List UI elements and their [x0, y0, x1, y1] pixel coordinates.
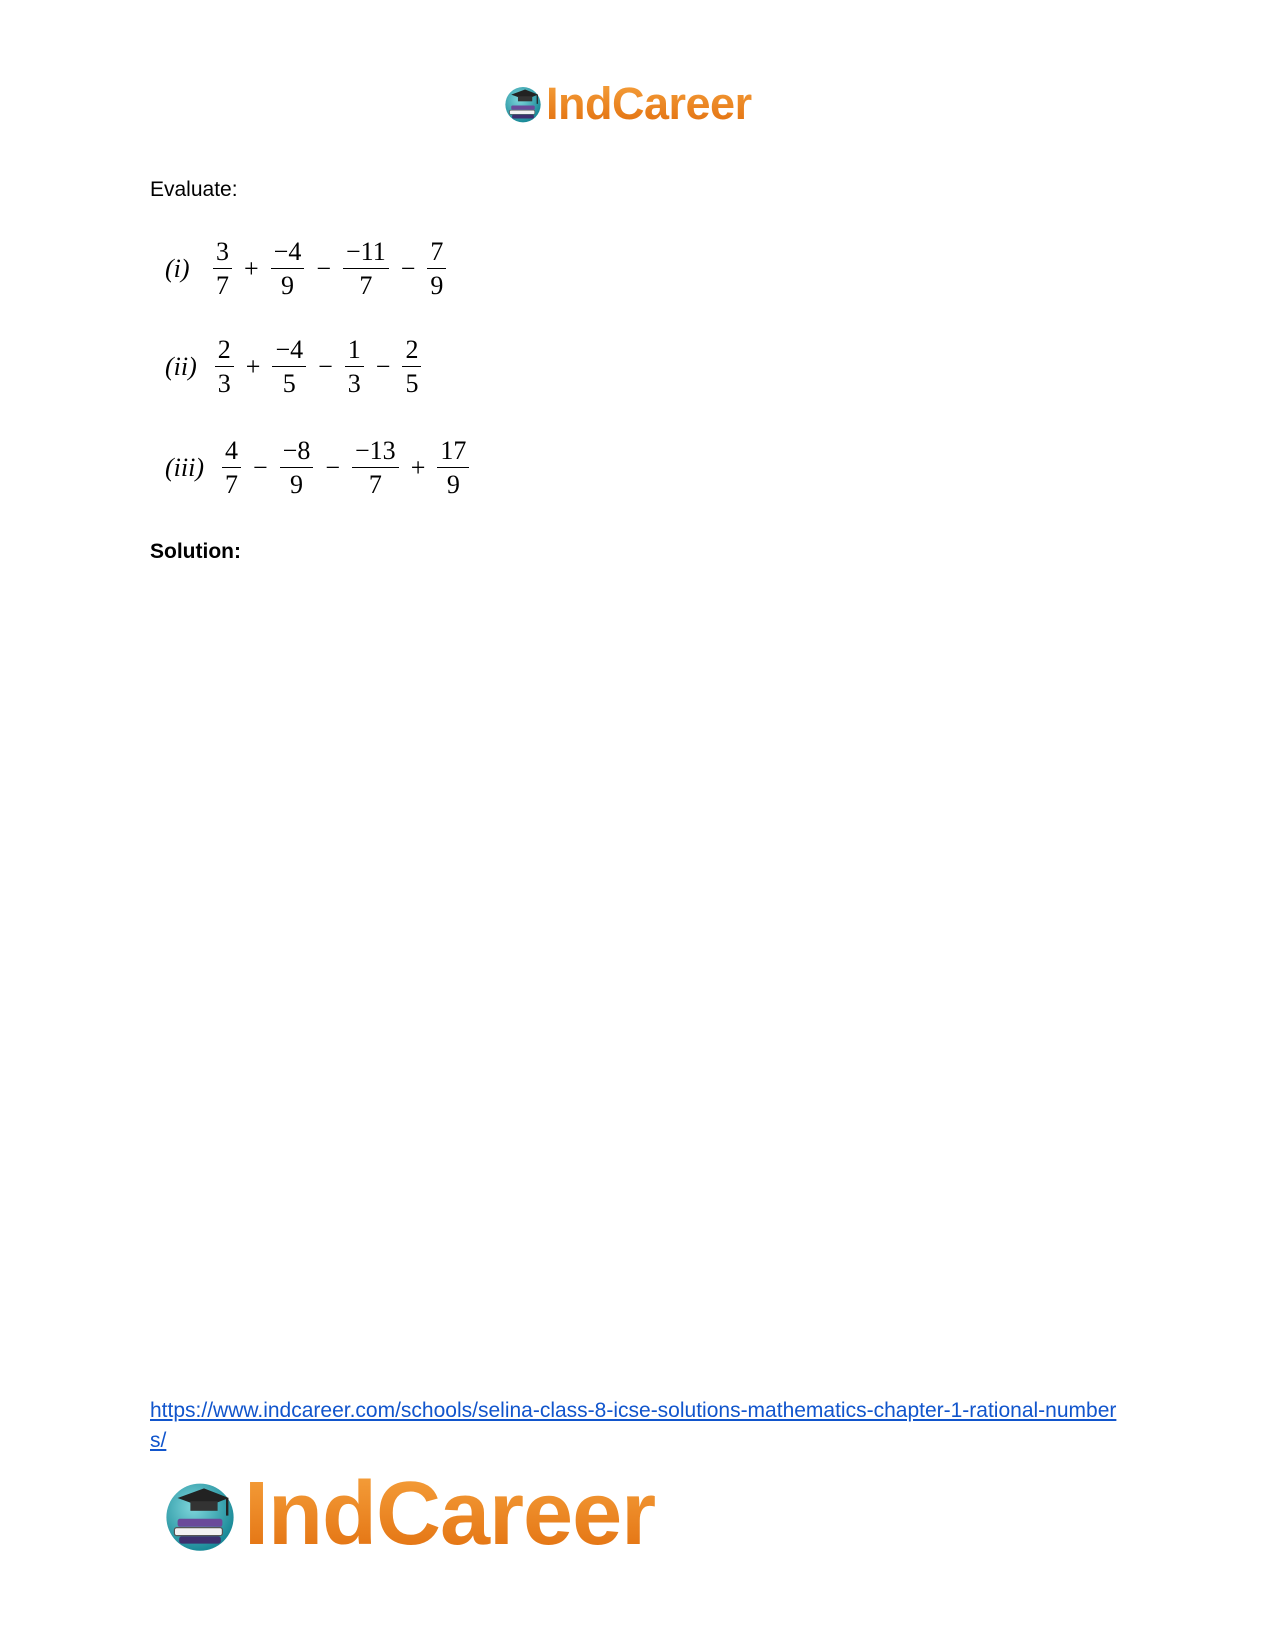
- fraction: [280, 437, 314, 499]
- numerator: 3: [213, 238, 232, 269]
- denominator: 7: [216, 271, 229, 301]
- denominator: 3: [217, 369, 231, 399]
- numerator: 1: [345, 336, 364, 367]
- denominator: 5: [282, 369, 296, 399]
- denominator: 7: [359, 271, 373, 301]
- numerator: −4: [272, 336, 306, 367]
- operator: −: [400, 253, 416, 283]
- expression-ii: [165, 336, 427, 398]
- operator: −: [325, 452, 341, 482]
- expression-label: (i): [165, 253, 190, 283]
- numerator: 4: [222, 437, 241, 468]
- expression-i: [165, 238, 452, 300]
- denominator: 9: [446, 470, 460, 500]
- denominator: 9: [430, 271, 444, 301]
- logo-text: IndCareer: [546, 77, 752, 129]
- graduation-books-globe-icon: [502, 82, 544, 124]
- expression-label: (iii): [165, 452, 204, 482]
- fraction: [345, 336, 364, 398]
- header-logo: [502, 78, 752, 128]
- numerator: −4: [271, 238, 305, 269]
- fraction: [213, 238, 232, 300]
- operator: −: [375, 351, 391, 381]
- numerator: 2: [215, 336, 234, 367]
- numerator: −11: [343, 238, 389, 269]
- operator: −: [318, 351, 333, 381]
- graduation-books-globe-icon: [160, 1474, 240, 1554]
- fraction: [402, 336, 421, 398]
- operator: −: [253, 452, 268, 482]
- numerator: 17: [437, 437, 469, 468]
- fraction: [215, 336, 234, 398]
- denominator: 7: [368, 470, 382, 500]
- fraction: [437, 437, 469, 499]
- fraction: [222, 437, 241, 499]
- fraction: [343, 238, 389, 300]
- operator: +: [244, 253, 259, 283]
- numerator: −13: [352, 437, 399, 468]
- fraction: [271, 238, 305, 300]
- denominator: 7: [225, 470, 238, 500]
- fraction: [352, 437, 399, 499]
- denominator: 5: [405, 369, 419, 399]
- operator: +: [245, 351, 261, 381]
- footer-logo: [160, 1464, 656, 1564]
- solution-heading: Solution:: [150, 540, 241, 563]
- fraction: [272, 336, 306, 398]
- question-heading: Evaluate:: [150, 178, 238, 201]
- denominator: 9: [281, 271, 294, 301]
- numerator: −8: [280, 437, 314, 468]
- numerator: 7: [427, 238, 446, 269]
- expression-iii: [165, 437, 475, 499]
- logo-text: IndCareer: [244, 1464, 656, 1564]
- denominator: 3: [347, 369, 361, 399]
- operator: +: [410, 452, 426, 482]
- numerator: 2: [402, 336, 421, 367]
- operator: −: [316, 253, 332, 283]
- expression-label: (ii): [165, 351, 197, 381]
- denominator: 9: [290, 470, 303, 500]
- fraction: [427, 238, 446, 300]
- source-link[interactable]: https://www.indcareer.com/schools/selina-class-8-icse-solutions-mathematics-chapter-1-rational-numbers/: [150, 1399, 1117, 1452]
